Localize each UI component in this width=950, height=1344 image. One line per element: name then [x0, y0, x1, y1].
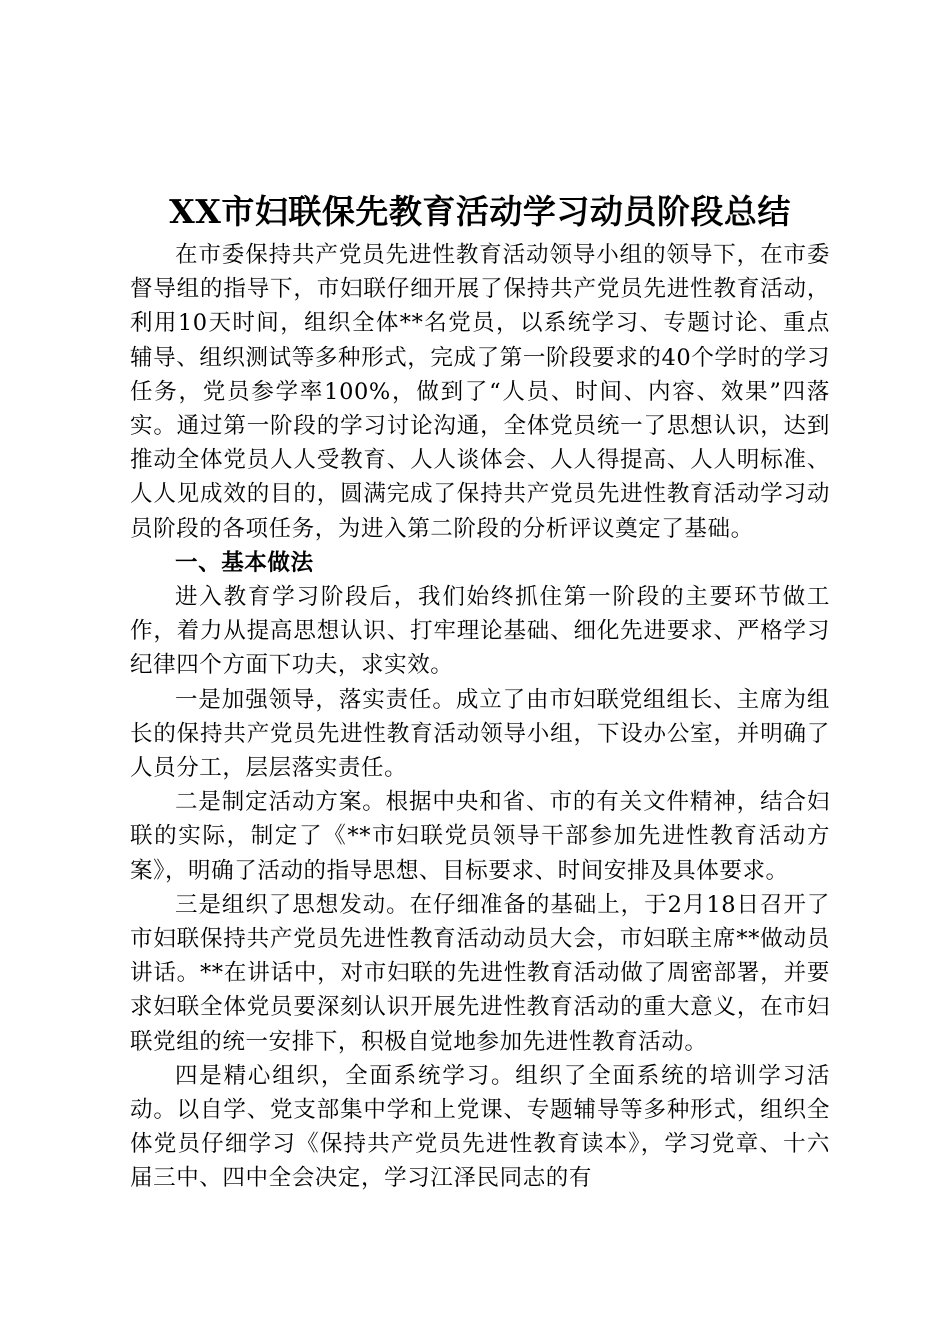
document-page [130, 190, 830, 1196]
document-title: XX市妇联保先教育活动学习动员阶段总结 [169, 192, 791, 231]
point-paragraph-4: 四是精心组织，全面系统学习。组织了全面系统的培训学习活动。以自学、党支部集中学和上党课、专题辅导等多种形式，组织全体党员仔细学习《保持共产党员先进性教育读本》，学习党章、十六届三中、四中全会决定，学习江泽民同志的有 [130, 1062, 830, 1192]
point-paragraph-2: 二是制定活动方案。根据中央和省、市的有关文件精神，结合妇联的实际，制定了《**市妇联党员领导干部参加先进性教育活动方案》，明确了活动的指导思想、目标要求、时间安排及具体要求。 [130, 789, 830, 884]
intro-paragraph: 在市委保持共产党员先进性教育活动领导小组的领导下，在市委督导组的指导下，市妇联仔细开展了保持共产党员先进性教育活动，利用10天时间，组织全体**名党员，以系统学习、专题讨论、重点辅导、组织测试等多种形式，完成了第一阶段要求的40个学时的学习任务，党员参学率100%，做到了“人员、时间、内容、效果”四落实。通过第一阶段的学习讨论沟通，全体党员统一了思想认识，达到推动全体党员人人受教育、人人谈体会、人人得提高、人人明标准、人人见成效的目的，圆满完成了保持共产党员先进性教育活动学习动员阶段的各项任务，为进入第二阶段的分析评议奠定了基础。 [130, 242, 830, 542]
section-intro-paragraph: 进入教育学习阶段后，我们始终抓住第一阶段的主要环节做工作，着力从提高思想认识、打牢理论基础、细化先进要求、严格学习纪律四个方面下功夫，求实效。 [130, 584, 830, 679]
section-heading-basic-methods: 一、基本做法 [175, 549, 314, 576]
point-paragraph-3: 三是组织了思想发动。在仔细准备的基础上，于2月18日召开了市妇联保持共产党员先进性教育活动动员大会，市妇联主席**做动员讲话。**在讲话中，对市妇联的先进性教育活动做了周密部署，并要求妇联全体党员要深刻认识开展先进性教育活动的重大意义，在市妇联党组的统一安排下，积极自觉地参加先进性教育活动。 [130, 891, 830, 1055]
point-paragraph-1: 一是加强领导，落实责任。成立了由市妇联党组组长、主席为组长的保持共产党员先进性教育活动领导小组，下设办公室，并明确了人员分工，层层落实责任。 [130, 686, 830, 782]
